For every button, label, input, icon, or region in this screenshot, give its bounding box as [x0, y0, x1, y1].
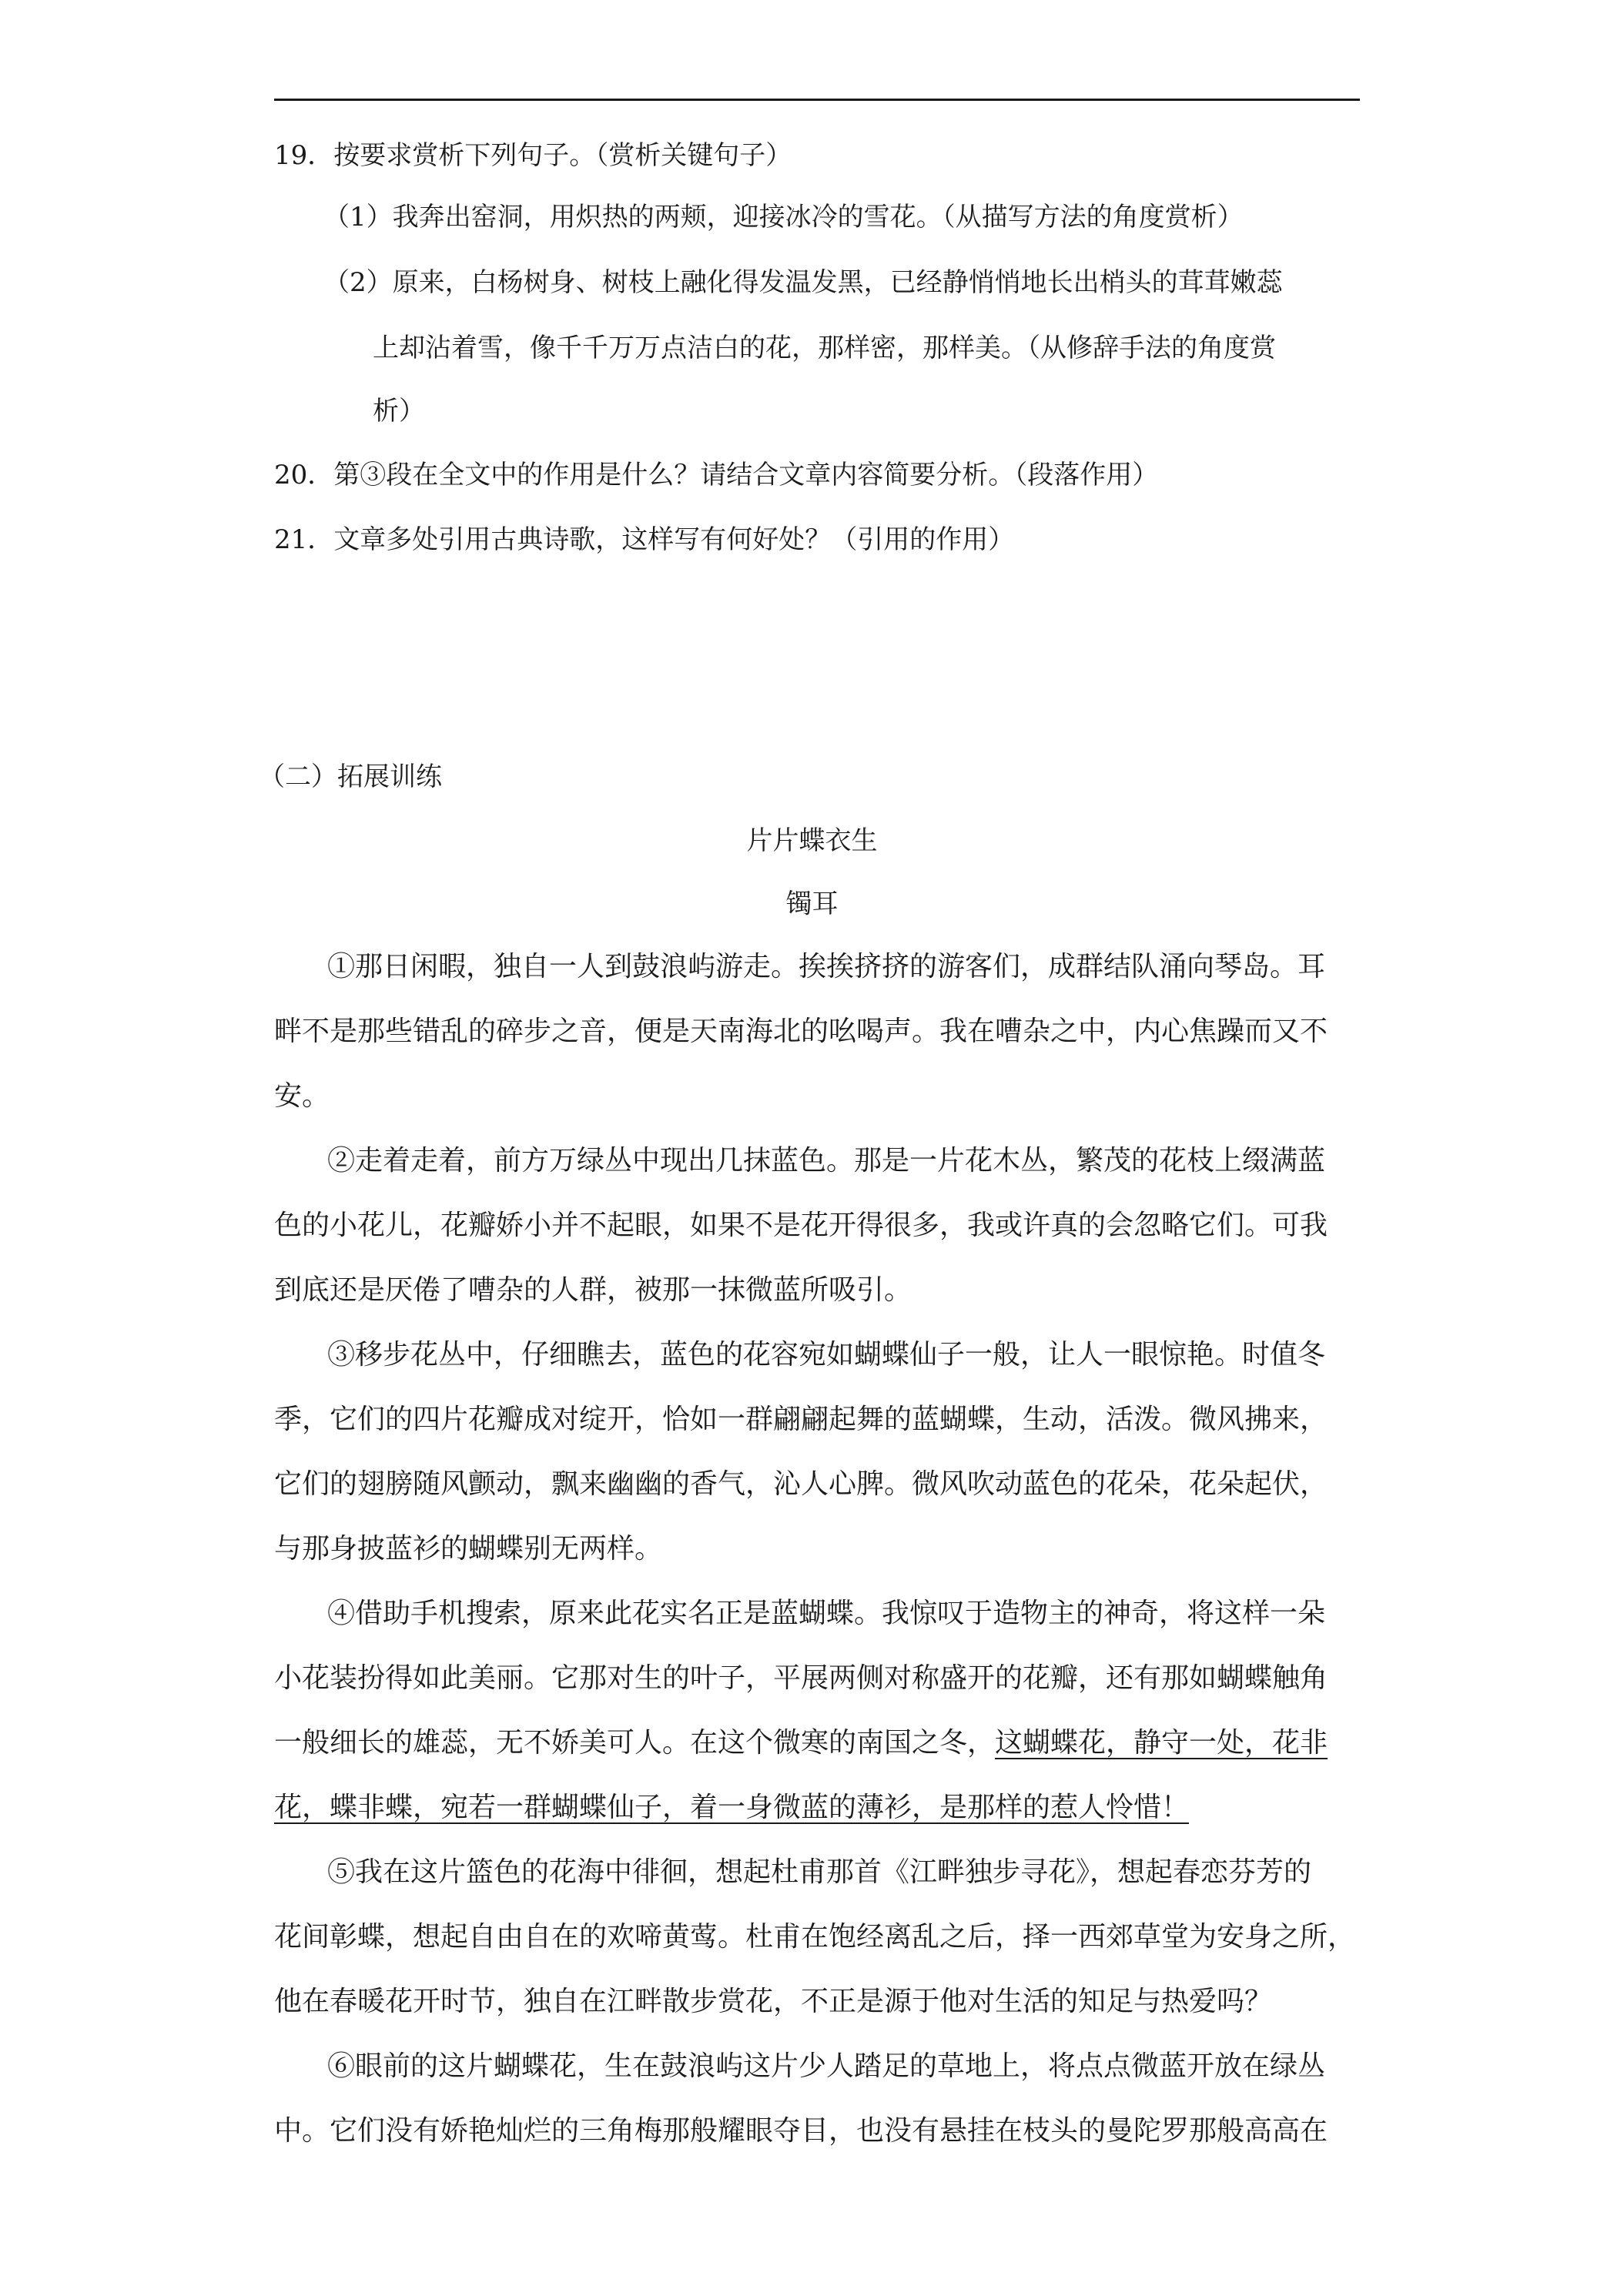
- question-19-2-line-1: （2）原来，白杨树身、树枝上融化得发温发黑，已经静悄悄地长出梢头的茸茸嫩蕊: [323, 267, 1283, 298]
- header-rule: [274, 99, 1360, 101]
- paragraph-6-line-2: 中。它们没有娇艳灿烂的三角梅那般耀眼夺目，也没有悬挂在枝头的曼陀罗那般高高在: [274, 2115, 1328, 2147]
- paragraph-1-line-2: 畔不是那些错乱的碎步之音，便是天南海北的吆喝声。我在嘈杂之中，内心焦躁而又不: [274, 1016, 1328, 1047]
- paragraph-2-line-2: 色的小花儿，花瓣娇小并不起眼，如果不是花开得很多，我或许真的会忽略它们。可我: [274, 1210, 1328, 1241]
- question-19: 19．按要求赏析下列句子。（赏析关键句子）: [274, 140, 792, 171]
- paragraph-1-line-3: 安。: [274, 1080, 330, 1112]
- paragraph-5-line-3: 他在春暖花开时节，独自在江畔散步赏花，不正是源于他对生活的知足与热爱吗？: [274, 1986, 1273, 2017]
- paragraph-3-line-2: 季，它们的四片花瓣成对绽开，恰如一群翩翩起舞的蓝蝴蝶，生动，活泼。微风拂来，: [274, 1404, 1328, 1435]
- article-author: 镯耳: [785, 889, 839, 919]
- paragraph-1-line-1: ①那日闲暇，独自一人到鼓浪屿游走。挨挨挤挤的游客们，成群结队涌向琴岛。耳: [327, 951, 1326, 982]
- underlined-key-sentence-part-2: 花，蝶非蝶，宛若一群蝴蝶仙子，着一身微蓝的薄衫，是那样的惹人怜惜！: [274, 1792, 1190, 1823]
- paragraph-6-line-1: ⑥眼前的这片蝴蝶花，生在鼓浪屿这片少人踏足的草地上，将点点微蓝开放在绿丛: [327, 2050, 1326, 2082]
- paragraph-3-line-3: 它们的翅膀随风颤动，飘来幽幽的香气，沁人心脾。微风吹动蓝色的花朵，花朵起伏，: [274, 1468, 1328, 1500]
- section-heading: （二）拓展训练: [259, 761, 442, 792]
- question-20: 20．第③段在全文中的作用是什么？请结合文章内容简要分析。（段落作用）: [274, 460, 1159, 490]
- paragraph-2-line-1: ②走着走着，前方万绿丛中现出几抹蓝色。那是一片花木丛，繁茂的花枝上缀满蓝: [327, 1145, 1326, 1176]
- question-21: 21．文章多处引用古典诗歌，这样写有何好处？（引用的作用）: [274, 524, 1015, 555]
- paragraph-5-line-2: 花间彰蝶，想起自由自在的欢啼黄莺。杜甫在饱经离乱之后，择一西郊草堂为安身之所，: [274, 1921, 1356, 1953]
- paragraph-2-line-3: 到底还是厌倦了嘈杂的人群，被那一抹微蓝所吸引。: [274, 1274, 912, 1306]
- question-19-1: （1）我奔出窑洞，用炽热的两颊，迎接冰冷的雪花。（从描写方法的角度赏析）: [323, 202, 1244, 233]
- paragraph-5-line-1: ⑤我在这片篮色的花海中徘徊，想起杜甫那首《江畔独步寻花》，想起春恋芬芳的: [327, 1856, 1312, 1888]
- paragraph-4-line-2: 小花装扮得如此美丽。它那对生的叶子，平展两侧对称盛开的花瓣，还有那如蝴蝶触角: [274, 1662, 1328, 1694]
- paragraph-4-line-3: [274, 1725, 1328, 1762]
- question-19-2-line-3: 析）: [373, 396, 425, 427]
- paragraph-4-line-1: ④借助手机搜索，原来此花实名正是蓝蝴蝶。我惊叹于造物主的神奇，将这样一朵: [327, 1598, 1326, 1629]
- question-19-2-line-2: 上却沾着雪，像千千万万点洁白的花，那样密，那样美。（从修辞手法的角度赏: [373, 333, 1276, 363]
- article-title: 片片蝶衣生: [746, 825, 878, 856]
- paragraph-3-line-4: 与那身披蓝衫的蝴蝶别无两样。: [274, 1533, 663, 1565]
- paragraph-4-line-3-plain: 一般细长的雄蕊，无不娇美可人。在这个微寒的南国之冬，: [274, 1727, 996, 1759]
- paragraph-3-line-1: ③移步花丛中，仔细瞧去，蓝色的花容宛如蝴蝶仙子一般，让人一眼惊艳。时值冬: [327, 1339, 1326, 1371]
- underlined-key-sentence-part-1: 这蝴蝶花，静守一处，花非: [995, 1727, 1328, 1759]
